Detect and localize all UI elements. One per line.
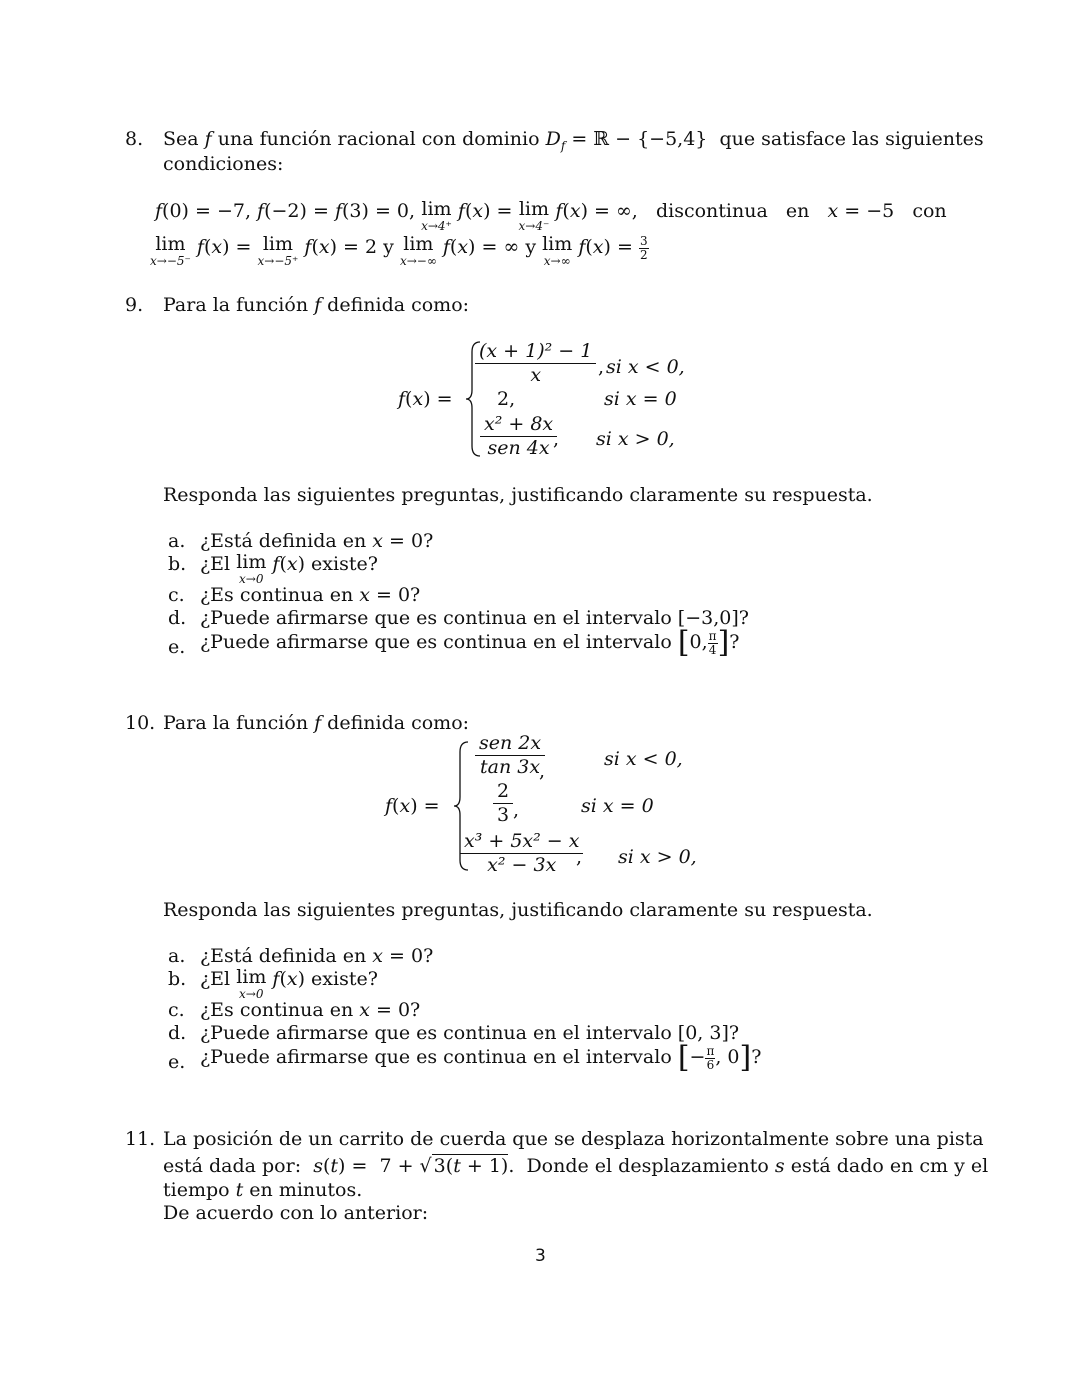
q9-item-e-letter: e. [168, 636, 186, 658]
q10-item-c-letter: c. [168, 999, 185, 1021]
q9-item-b: ¿El lim x→0 f(x) existe? [200, 551, 378, 586]
q9-piece2-condition: si x = 0 [604, 388, 677, 410]
q9-item-b-letter: b. [168, 553, 187, 575]
q10-item-b-letter: b. [168, 968, 187, 990]
q10-intro: Para la función f definida como: [163, 712, 470, 734]
q10-piece3-comma: , [576, 846, 583, 868]
q10-item-e: ¿Puede afirmarse que es continua en el intervalo [− $\frac{\pi}{6}$ , 0]? [200, 1040, 762, 1075]
q9-item-a: ¿Está definida en x = 0? [200, 530, 434, 552]
q10-item-c: ¿Es continua en x = 0? [200, 999, 421, 1021]
q10-piece1-comma: , [539, 760, 546, 782]
q11-line3: tiempo t en minutos. [163, 1179, 363, 1201]
q9-item-c: ¿Es continua en x = 0? [200, 584, 421, 606]
q10-item-d: ¿Puede afirmarse que es continua en el intervalo [0, 3]? [200, 1022, 740, 1044]
q9-item-e: ¿Puede afirmarse que es continua en el intervalo [0, $\frac{\pi}{4}$ ]? [200, 625, 740, 660]
q10-item-b: ¿El lim x→0 f(x) existe? [200, 966, 378, 1001]
q11-line4: De acuerdo con lo anterior: [163, 1202, 429, 1224]
page-number: 3 [535, 1246, 546, 1266]
q9-intro: Para la función f definida como: [163, 294, 470, 316]
q8-line2: condiciones: [163, 153, 284, 175]
q9-item-c-letter: c. [168, 584, 185, 606]
q9-piece1-comma: , [598, 356, 605, 378]
q9-piece1-condition: si x < 0, [606, 356, 685, 378]
q10-item-d-letter: d. [168, 1022, 187, 1044]
q10-piece3-condition: si x > 0, [618, 846, 697, 868]
q9-piece3-fraction: x² + 8x sen 4x [480, 413, 557, 460]
q8-conditions-line1: f(0) = −7, f(−2) = f(3) = 0, lim x→4⁺ f(x) = lim x→4⁻ f(x) = ∞, discontinua en x = −5 con [155, 198, 947, 233]
q10-item-a-letter: a. [168, 945, 186, 967]
q10-piece1-condition: si x < 0, [604, 748, 683, 770]
q8-conditions-line2: lim x→−5⁻ f(x) = lim x→−5⁺ f(x) = 2 y lim x→−∞ f(x) = ∞ y lim x→∞ f(x) = $\frac{3}{2}$ [150, 233, 648, 268]
q9-piece2: 2, [497, 388, 516, 410]
q10-fx-label: f(x) = [385, 795, 440, 817]
q9-piece3-comma: , [553, 428, 560, 450]
q9-prompt: Responda las siguientes preguntas, justificando claramente su respuesta. [163, 484, 873, 506]
q9-item-a-letter: a. [168, 530, 186, 552]
q10-item-e-letter: e. [168, 1051, 186, 1073]
q11-line2: está dada por: s(t) = 7 + √ 3(t + 1). Donde el desplazamiento s está dado en cm y el [163, 1155, 989, 1177]
q9-piece3-condition: si x > 0, [596, 428, 675, 450]
q10-piece2-fraction: $\frac{2}{3}$ [493, 780, 513, 827]
q10-piece3-fraction: $\frac{\text{x³ + 5x² − x}}{\text{x² − 3x}}$ [460, 830, 583, 877]
q11-line1: La posición de un carrito de cuerda que se desplaza horizontalmente sobre una pista [163, 1128, 984, 1150]
q10-piece1-fraction: sen 2x tan 3x [475, 732, 545, 779]
q8-number: 8. [125, 128, 144, 150]
q9-piece1-fraction: $\frac{\text{(x + 1)² − 1}}{x}$ [475, 340, 596, 387]
q9-fx-label: f(x) = [398, 388, 453, 410]
q9-item-d: ¿Puede afirmarse que es continua en el intervalo [−3,0]? [200, 607, 749, 629]
q11-number: 11. [125, 1128, 156, 1150]
q9-item-d-letter: d. [168, 607, 187, 629]
q10-number: 10. [125, 712, 156, 734]
q10-piece2-condition: si x = 0 [581, 795, 654, 817]
q10-piece2-comma: , [513, 799, 520, 821]
q9-number: 9. [125, 294, 144, 316]
q8-line1: Sea f una función racional con dominio $D_f$ = ℝ − {−5,4} que satisface las siguientes [163, 128, 984, 153]
q10-item-a: ¿Está definida en x = 0? [200, 945, 434, 967]
q10-prompt: Responda las siguientes preguntas, justificando claramente su respuesta. [163, 899, 873, 921]
